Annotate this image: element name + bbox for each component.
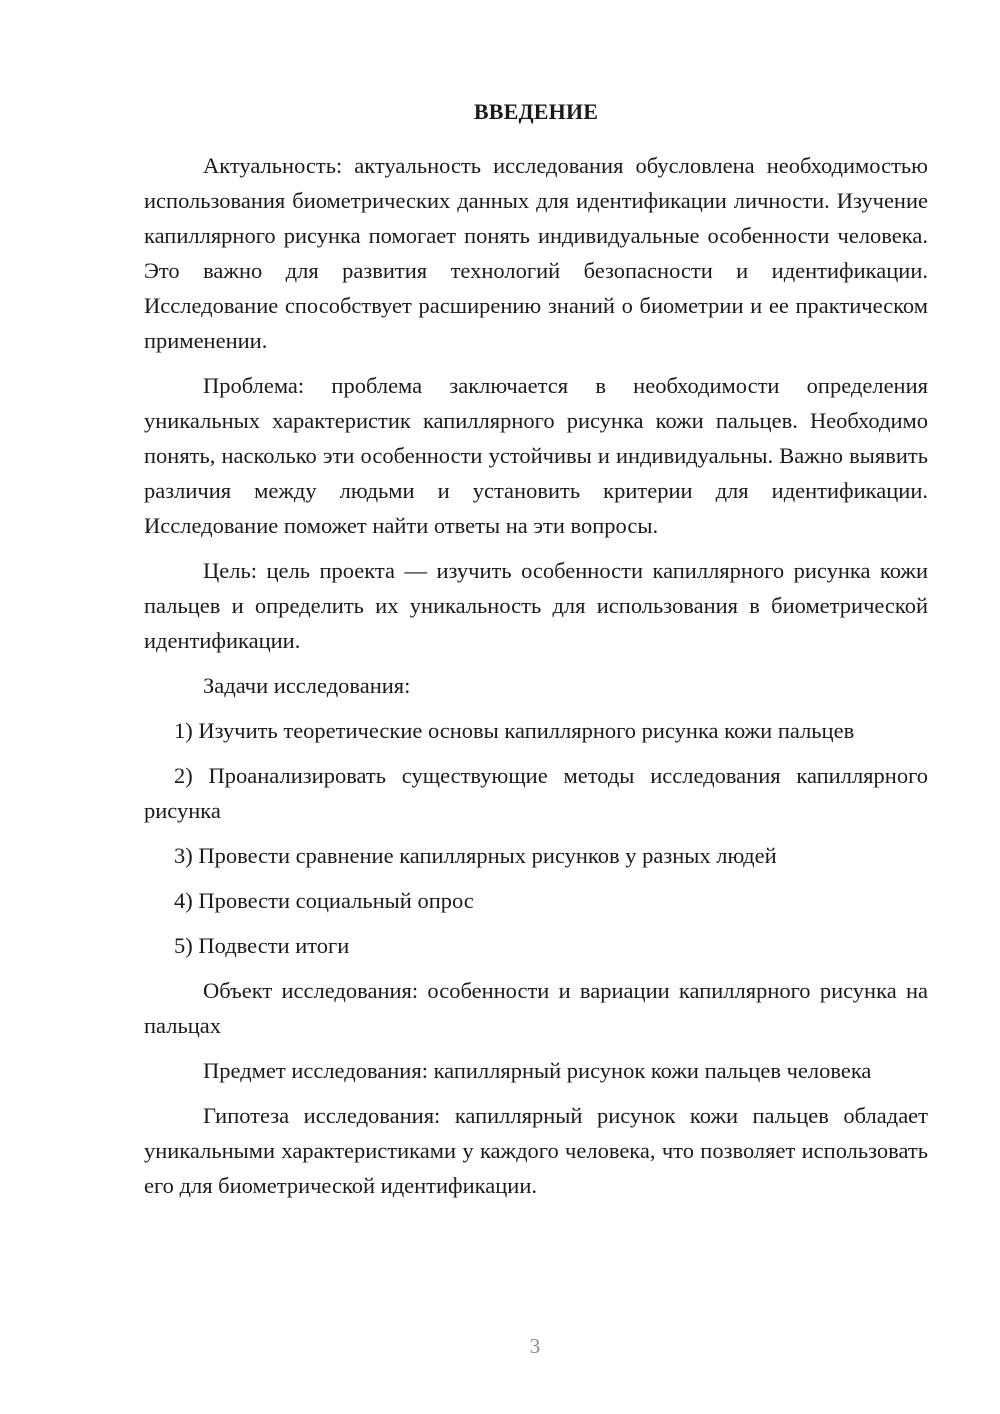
task-item-5: 5) Подвести итоги bbox=[174, 933, 350, 958]
paragraph-relevance: Актуальность: актуальность исследования обусловлена необходимостью использования биометрических данных для идентификации личности. Изучение капиллярного рисунка помогает понять индивидуальные особенности человека. Это важно для развития технологий безопасности и идентификации. Исследование способствует расширению знаний о биометрии и ее практическом применении. bbox=[144, 153, 928, 353]
page-number: 3 bbox=[529, 1334, 541, 1358]
paragraph-object: Объект исследования: особенности и вариации капиллярного рисунка на пальцах bbox=[144, 978, 928, 1038]
page-footer bbox=[0, 1334, 1000, 1359]
task-item-4: 4) Провести социальный опрос bbox=[174, 888, 474, 913]
task-item-2: 2) Проанализировать существующие методы исследования капиллярного рисунка bbox=[144, 763, 928, 823]
task-item-1: 1) Изучить теоретические основы капиллярного рисунка кожи пальцев bbox=[174, 718, 855, 743]
task-item-3: 3) Провести сравнение капиллярных рисунков у разных людей bbox=[174, 843, 777, 868]
paragraph-goal: Цель: цель проекта — изучить особенности капиллярного рисунка кожи пальцев и определить их уникальность для использования в биометрической идентификации. bbox=[144, 558, 928, 653]
paragraph-hypothesis: Гипотеза исследования: капиллярный рисунок кожи пальцев обладает уникальными характеристиками у каждого человека, что позволяет использовать его для биометрической идентификации. bbox=[144, 1103, 928, 1198]
paragraph-problem: Проблема: проблема заключается в необходимости определения уникальных характеристик капиллярного рисунка кожи пальцев. Необходимо понять, насколько эти особенности устойчивы и индивидуальны. Важно выявить различия между людьми и установить критерии для идентификации. Исследование поможет найти ответы на эти вопросы. bbox=[144, 373, 928, 538]
paragraph-subject: Предмет исследования: капиллярный рисунок кожи пальцев человека bbox=[203, 1058, 872, 1083]
section-title: ВВЕДЕНИЕ bbox=[473, 99, 599, 124]
paragraph-tasks-heading: Задачи исследования: bbox=[203, 673, 411, 698]
document-page bbox=[144, 92, 928, 1213]
